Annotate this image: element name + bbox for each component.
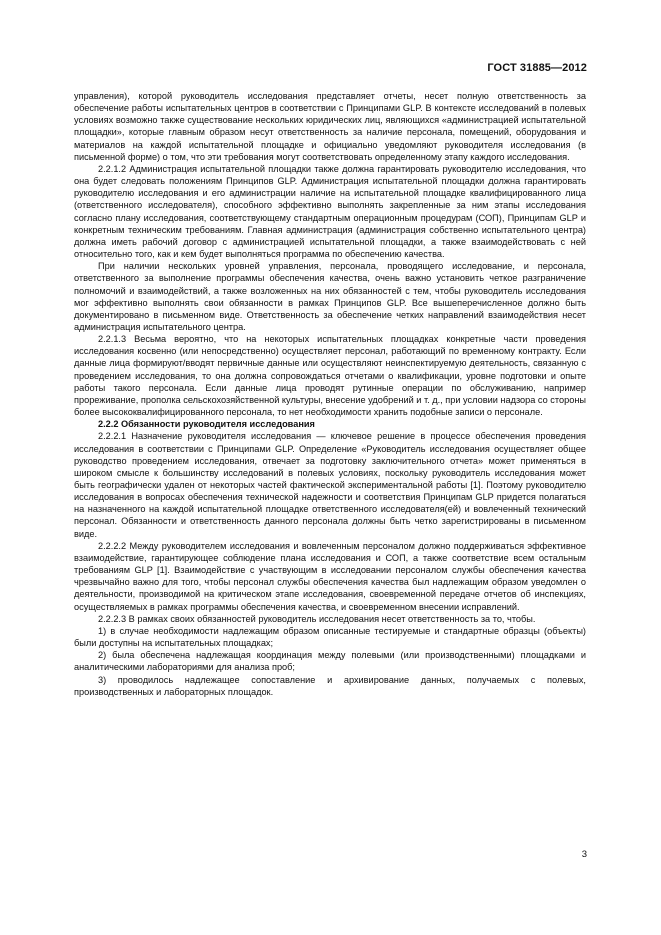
list-item-2: 2) была обеспечена надлежащая координация между полевыми (или производственными) площадками и аналитическими лабораториями для анализа проб; [74, 650, 586, 673]
paragraph-continuation: управления), которой руководитель исследования представляет отчеты, несет полную ответственность за обеспечение работы испытательных центров в соответствии с Принципами GLP. В контексте исследований в полевых условиях возможно также существование нескольких юридических лиц, являющихся «администрацией испытательной площадки», которые главным образом несут ответственность за наличие персонала, помещений, оборудования и материалов на каждой испытательной площадке и официально уведомляют руководителя исследования (в письменной форме) о том, что эти требования могут соответствовать определенному этапу каждого исследования. [74, 91, 586, 162]
section-heading-2-2-2: 2.2.2 Обязанности руководителя исследования [98, 419, 315, 430]
paragraph-2-2-2-3: 2.2.2.3 В рамках своих обязанностей руководитель исследования несет ответственность за то, чтобы. [98, 613, 536, 624]
paragraph-2-2-1-2: 2.2.1.2 Администрация испытательной площадки также должна гарантировать руководителю исследования, что она будет следовать положениям Принципов GLP. Администрация испытательной площадки должна гарантировать руководителю исследования и его администрации наличие на испытательной площадке квалифицированного лица (ответственного исследователя), способного эффективно выполнять закрепленные за ним этапы исследования согласно плану исследования, соответствующему стандартным операционным процедурам (СОП), Принципам GLP и конкретным техническим требованиям. Главная администрация (администрация собственно испытательного центра) должна иметь рабочий договор с администрацией испытательной площадки, а также взаимодействовать с ней относительно того, как и кем будет выполняться программа по обеспечению качества. [74, 163, 586, 260]
document-body [74, 90, 586, 698]
page-number: 3 [581, 849, 587, 860]
paragraph-2-2-1-3: 2.2.1.3 Весьма вероятно, что на некоторых испытательных площадках конкретные части проведения исследования косвенно (или непосредственно) осуществляет персонал, работающий по временному контракту. Если данные лица формируют/вводят первичные данные или осуществляют неинспектируемую деятельность, связанную с проведением исследования, то она должна сопровождаться отчетами о квалификации, уровне подготовки и опыте работы такого персонала. Если данные лица проводят рутинные операции по обслуживанию, например прореживание, прополка сельскохозяйственной культуры, внесение удобрений и т. д., при условии надзора со стороны более высококвалифицированного персонала, то нет необходимости хранить подобные записи о персонале. [74, 334, 586, 418]
paragraph-management-levels: При наличии нескольких уровней управления, персонала, проводящего исследование, и персонала, ответственного за выполнение программы обеспечения качества, очень важно установить четкое разграничение полномочий и взаимодействий, а также возложенных на них обязанностей с тем, чтобы руководитель исследования мог эффективно выполнять свои обязанности в рамках Принципов GLP. Все вышеперечисленное должно быть документировано в письменном виде. Ответственность за обеспечение четких направлений взаимодействия несет администрация испытательного центра. [74, 261, 586, 332]
paragraph-2-2-2-2: 2.2.2.2 Между руководителем исследования и вовлеченным персоналом должно поддерживаться эффективное взаимодействие, гарантирующее соблюдение плана исследования и СОП, а также соответствие всем остальным требованиям GLP [1]. Взаимодействие с участвующим в исследовании персоналом службы обеспечения качества чрезвычайно важно для того, чтобы персонал службы обеспечения качества был надлежащим образом уведомлен о деятельности, производимой на критическом этапе исследования, своевременной передаче отчетов об инспекциях, осуществляемых в рамках программы обеспечения качества, и своевременном внесении исправлений. [74, 540, 586, 612]
standard-number: ГОСТ 31885—2012 [487, 62, 587, 74]
paragraph-2-2-2-1: 2.2.2.1 Назначение руководителя исследования — ключевое решение в процессе обеспечения проведения исследования в соответствии с Принципами GLP. Определение «Руководитель исследования осуществляет общее руководство проведением исследования, отвечает за подготовку заключительного отчета» может применяться в широком смысле к большинству исследований в полевых условиях, поскольку руководитель исследования может быть географически удален от некоторых частей фактической экспериментальной работы [1]. Поэтому руководителю исследования в вопросах обеспечения технической надежности и соответствия Принципам GLP придется полагаться на назначенного на каждой испытательной площадке ответственного исследователя(ей) и вовлеченный технический персонал. Обязанности и ответственность данного персонала должны быть четко зарегистрированы в письменном виде. [74, 431, 586, 539]
list-item-3: 3) проводилось надлежащее сопоставление и архивирование данных, получаемых с полевых, производственных и лабораторных площадок. [74, 674, 586, 697]
list-item-1: 1) в случае необходимости надлежащим образом описанные тестируемые и стандартные образцы (объекты) были доступны на испытательных площадках; [74, 625, 586, 649]
